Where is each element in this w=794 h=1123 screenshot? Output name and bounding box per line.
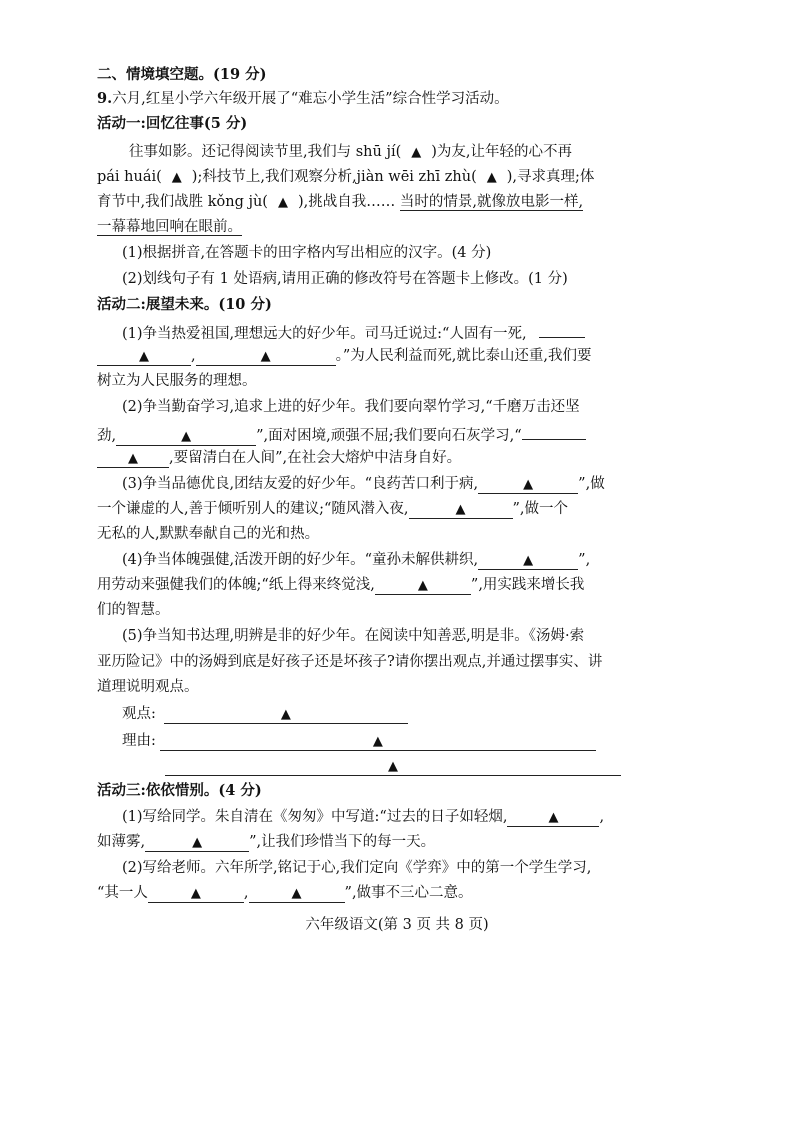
answer-blank[interactable]	[539, 320, 585, 338]
act1-q1: (1)根据拼音,在答题卡的田字格内写出相应的汉字。(4 分)	[122, 245, 492, 261]
text: ,	[599, 809, 605, 825]
answer-blank[interactable]	[97, 450, 169, 468]
answer-blank[interactable]	[507, 809, 599, 827]
answer-blank[interactable]	[478, 552, 578, 570]
act3-q2-line-2	[97, 882, 473, 904]
act2-q1-line-2	[97, 345, 592, 367]
act2-q1-line-1	[122, 320, 585, 345]
answer-blank[interactable]	[409, 501, 513, 519]
answer-marker: ▲	[128, 451, 138, 466]
text: 如薄雾,	[97, 834, 146, 850]
act1-para-line-4	[97, 216, 242, 238]
answer-marker: ▲	[411, 145, 422, 160]
viewpoint-label: 观点:	[122, 706, 156, 722]
answer-marker: ▲	[260, 349, 271, 364]
act1-para-line-3	[97, 191, 583, 214]
act2-q2-line-3	[97, 447, 461, 469]
answer-marker: ▲	[455, 502, 466, 517]
text: (4)争当体魄强健,活泼开朗的好少年。“童孙未解供耕织,	[122, 552, 479, 568]
answer-blank[interactable]	[478, 476, 578, 494]
underlined-sentence: 一幕幕地回响在眼前。	[97, 219, 242, 235]
act2-q1-line-3: 树立为人民服务的理想。	[97, 373, 257, 389]
viewpoint-blank[interactable]	[164, 706, 408, 724]
reason-line-1	[122, 730, 596, 752]
text: );科技节上,我们观察分析,jiàn wēi zhī zhù(	[191, 169, 477, 185]
text: ,	[243, 885, 249, 901]
question-9-intro: 六月,红星小学六年级开展了“难忘小学生活”综合性学习活动。	[112, 91, 509, 107]
answer-marker: ▲	[548, 810, 559, 825]
text: (3)争当品德优良,团结友爱的好少年。“良药苦口利于病,	[122, 476, 479, 492]
answer-marker: ▲	[181, 429, 192, 444]
viewpoint-line	[122, 703, 408, 725]
underlined-sentence: 当时的情景,就像放电影一样,	[399, 194, 584, 210]
text: (1)写给同学。朱自清在《匆匆》中写道:“过去的日子如轻烟,	[122, 809, 508, 825]
answer-marker: ▲	[486, 170, 497, 185]
answer-marker: ▲	[523, 477, 534, 492]
answer-blank[interactable]	[116, 428, 256, 446]
act3-q1-line-2	[97, 831, 435, 853]
act2-q3-line-1	[122, 473, 605, 495]
reason-label: 理由:	[122, 733, 156, 749]
act2-q4-line-3: 们的智慧。	[97, 602, 170, 618]
activity-2-title: 活动二:展望未来。(10 分)	[97, 296, 272, 313]
text: ”,用实践来增长我	[470, 577, 585, 593]
text: “其一人	[97, 885, 148, 901]
question-number: 9.	[97, 90, 113, 107]
answer-marker: ▲	[190, 886, 201, 901]
text: ”,面对困境,顽强不屈;我们要向石灰学习,“	[256, 428, 522, 444]
text: pái huái(	[97, 169, 162, 185]
reason-blank[interactable]	[160, 733, 596, 751]
activity-3-title: 活动三:依依惜别。(4 分)	[97, 782, 262, 799]
text: (1)争当热爱祖国,理想远大的好少年。司马迁说过:“人固有一死,	[122, 326, 527, 342]
text: ”,做	[578, 476, 605, 492]
section-title: 二、情境填空题。(19 分)	[97, 66, 267, 83]
answer-blank[interactable]	[145, 834, 249, 852]
answer-marker: ▲	[139, 349, 149, 364]
text: ”,让我们珍惜当下的每一天。	[249, 834, 436, 850]
text: 往事如影。还记得阅读节里,我们与 shū jí(	[129, 144, 402, 160]
act1-para-line-2	[97, 166, 594, 189]
answer-blank[interactable]	[375, 577, 471, 595]
answer-marker: ▲	[291, 886, 302, 901]
act2-q3-line-2	[97, 498, 568, 520]
act2-q2-line-1: (2)争当勤奋学习,追求上进的好少年。我们要向翠竹学习,“千磨万击还坚	[122, 399, 580, 415]
text: 育节中,我们战胜 kǒng jù(	[97, 194, 268, 210]
answer-blank[interactable]	[249, 885, 345, 903]
act2-q5-line-3: 道理说明观点。	[97, 679, 199, 695]
reason-line-2	[165, 755, 621, 777]
answer-blank[interactable]	[522, 422, 586, 440]
text: ,要留清白在人间”,在社会大熔炉中洁身自好。	[169, 450, 462, 466]
act3-q2-line-1: (2)写给老师。六年所学,铭记于心,我们定向《学弈》中的第一个学生学习,	[122, 860, 592, 876]
act1-q2: (2)划线句子有 1 处语病,请用正确的修改符号在答题卡上修改。(1 分)	[122, 271, 568, 287]
text: 劲,	[97, 428, 117, 444]
answer-marker: ▲	[372, 734, 383, 749]
text: 。”为人民利益而死,就比泰山还重,我们要	[335, 348, 592, 364]
reason-blank[interactable]	[165, 758, 621, 776]
act2-q2-line-2	[97, 422, 586, 447]
answer-marker: ▲	[388, 759, 398, 774]
act2-q5-line-2: 亚历险记》中的汤姆到底是好孩子还是坏孩子?请你摆出观点,并通过摆事实、讲	[97, 654, 603, 670]
text: ),寻求真理;体	[506, 169, 595, 185]
act2-q5-line-1: (5)争当知书达理,明辨是非的好少年。在阅读中知善恶,明是非。《汤姆·索	[122, 628, 585, 644]
answer-marker: ▲	[192, 835, 203, 850]
text: 用劳动来强健我们的体魄;“纸上得来终觉浅,	[97, 577, 375, 593]
act2-q3-line-3: 无私的人,默默奉献自己的光和热。	[97, 526, 320, 542]
act2-q4-line-1	[122, 549, 590, 571]
text: ,	[191, 348, 196, 364]
answer-marker: ▲	[280, 707, 291, 722]
answer-blank[interactable]	[148, 885, 244, 903]
answer-blank[interactable]	[196, 348, 336, 366]
text: ”,做一个	[512, 501, 569, 517]
page-footer: 六年级语文(第 3 页 共 8 页)	[305, 917, 489, 933]
activity-1-title: 活动一:回忆往事(5 分)	[97, 115, 248, 132]
answer-marker: ▲	[417, 578, 428, 593]
act2-q4-line-2	[97, 574, 584, 596]
text: ),挑战自我……	[297, 194, 400, 210]
answer-marker: ▲	[171, 170, 182, 185]
answer-marker: ▲	[277, 195, 288, 210]
answer-blank[interactable]	[97, 348, 191, 366]
text: ”,	[578, 552, 591, 568]
text: 一个谦虚的人,善于倾听别人的建议;“随风潜入夜,	[97, 501, 409, 517]
act1-para-line-1	[129, 141, 572, 164]
answer-marker: ▲	[523, 553, 534, 568]
act3-q1-line-1	[122, 806, 604, 828]
text: )为友,让年轻的心不再	[431, 144, 573, 160]
text: ”,做事不三心二意。	[344, 885, 473, 901]
question-9	[97, 88, 509, 110]
